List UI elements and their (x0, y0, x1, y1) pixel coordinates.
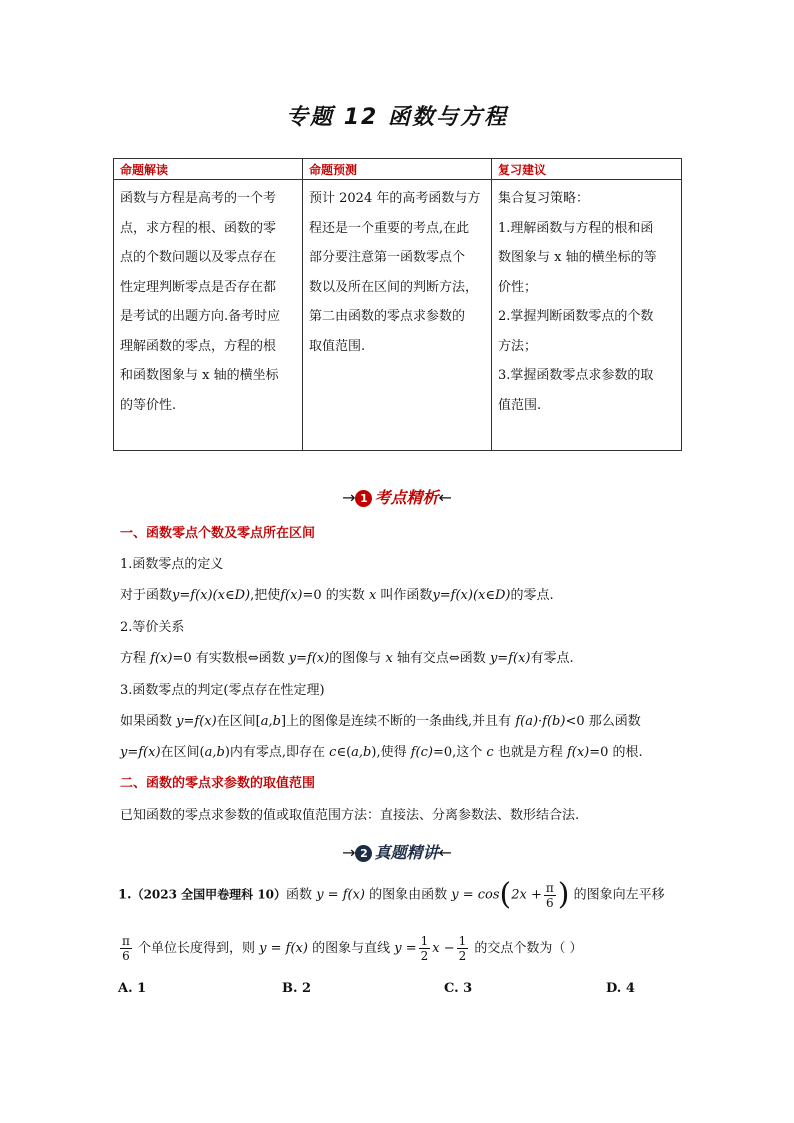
problem-1-line-1 (118, 877, 665, 912)
text-line: 点的个数问题以及零点存在 (120, 250, 277, 265)
problem-source: （2023 全国甲卷理科 10） (131, 887, 287, 902)
text-line: 函数与方程是高考的一个考 (120, 191, 277, 206)
text: ∈( (336, 745, 352, 760)
text-line: 部分要注意第一函数零点个 (309, 250, 466, 265)
circled-number-1-icon: 1 (355, 490, 372, 507)
math-expr: y = f(x) (259, 941, 308, 956)
text: 的图象向左平移 (569, 887, 665, 903)
cell-interpretation (114, 180, 303, 451)
section-2-heading: 二、函数的零点求参数的取值范围 (120, 776, 316, 791)
text-line: 程还是一个重要的考点,在此 (309, 220, 470, 236)
numerator: 1 (458, 934, 467, 948)
text: 叫作函数 (380, 588, 433, 603)
text: 在区间[ (216, 714, 261, 729)
left-paren: ( (499, 877, 512, 912)
text-line: 取值范围. (309, 338, 366, 354)
theorem-text-line-1 (120, 710, 641, 729)
text-line: 的等价性. (120, 397, 177, 413)
math-expr: y=f(x) (120, 745, 161, 760)
math-expr: f(x) (150, 651, 173, 666)
math-expr: c (486, 745, 494, 760)
fraction-pi-over-6 (120, 934, 132, 963)
overview-table (113, 158, 682, 451)
table-body-row (114, 180, 682, 451)
text: )内有零点,即存在 (224, 745, 330, 760)
math-expr: y=f(x)(x∈D) (432, 588, 511, 603)
theorem-title: 3.函数零点的判定(零点存在性定理) (120, 683, 325, 698)
text: =0 的根. (589, 745, 643, 760)
denominator: 6 (122, 949, 130, 963)
text: 个单位长度得到，则 (133, 941, 260, 956)
option-a[interactable]: A. 1 (118, 981, 147, 996)
text-line: 理解函数的零点，方程的根 (120, 338, 277, 354)
text-line: 数以及所在区间的判断方法， (309, 279, 479, 295)
text: =0,这个 (432, 745, 487, 760)
option-d[interactable]: D. 4 (606, 981, 635, 996)
math-expr: a,b (204, 745, 225, 760)
definition-text (120, 584, 554, 603)
text-line: 数图象与 x 轴的横坐标的等 (498, 250, 657, 265)
math-expr: y=f(x) (489, 651, 531, 666)
math-expr: c (329, 745, 337, 760)
math-expr: a,b (260, 714, 281, 729)
text-line: 2.掌握判断函数零点的个数 (498, 309, 654, 324)
text: ]上的图像是连续不断的一条曲线,并且有 (280, 714, 516, 729)
text: ,把使 (250, 588, 281, 603)
right-paren: ) (557, 877, 570, 912)
arrow-right-icon: → (342, 488, 356, 507)
text-line: 价性； (498, 279, 538, 295)
text: 如果函数 (120, 714, 177, 729)
text: 的图象与直线 (307, 941, 395, 956)
problem-number: 1. (118, 887, 132, 903)
section-1-heading: 一、函数零点个数及零点所在区间 (120, 526, 316, 541)
definition-title: 1.函数零点的定义 (120, 557, 224, 572)
header-advice: 复习建议 (492, 159, 682, 180)
option-c[interactable]: C. 3 (444, 981, 473, 996)
math-expr: f(c) (410, 745, 433, 760)
math-expr: y = (394, 941, 417, 956)
cell-advice (492, 180, 682, 451)
text: 的零点. (510, 588, 554, 603)
text: =0 有实数根⇔函数 (172, 651, 289, 666)
math-expr: y = f(x) (316, 887, 365, 903)
text-line: 点，求方程的根、函数的零 (120, 220, 277, 236)
denominator: 2 (420, 949, 429, 963)
math-expr: y=f(x)(x∈D) (172, 588, 251, 603)
fraction-pi-over-6 (544, 881, 556, 910)
math-expr: a,b (351, 745, 372, 760)
text: 的图象由函数 (364, 887, 452, 903)
numerator: π (122, 934, 130, 948)
arrow-left-icon: ← (438, 843, 452, 862)
text: 轴有交点⇔函数 (392, 651, 490, 666)
theorem-text-line-2 (120, 741, 643, 760)
banner-real-exam-text: 真题精讲 (374, 843, 439, 862)
math-expr: 2x + (511, 887, 542, 903)
numerator: 1 (420, 934, 429, 948)
text-line: 集合复习策略： (498, 191, 590, 206)
text-line: 第二由函数的零点求参数的 (309, 309, 466, 324)
denominator: 6 (546, 895, 554, 910)
text: ),使得 (371, 745, 411, 760)
text: 方程 (120, 651, 151, 666)
fraction-one-half (419, 934, 431, 963)
text-line: 是考试的出题方向.备考时应 (120, 309, 281, 324)
denominator: 2 (458, 949, 467, 963)
text-line: 预计 2024 年的高考函数与方 (309, 191, 481, 206)
text: 有零点. (530, 651, 574, 666)
option-b[interactable]: B. 2 (282, 981, 312, 996)
problem-1-line-2 (118, 934, 583, 963)
arrow-left-icon: ← (438, 488, 452, 507)
document-title: 专题 12 函数与方程 (286, 105, 508, 130)
text-line: 和函数图象与 x 轴的横坐标 (120, 368, 279, 383)
math-expr: x − (432, 941, 455, 956)
text: 在区间( (160, 745, 205, 760)
fraction-one-half (457, 934, 469, 963)
math-expr: y=f(x) (288, 651, 330, 666)
banner-key-points-text: 考点精析 (374, 488, 439, 507)
math-expr: y=f(x) (176, 714, 217, 729)
text: 对于函数 (120, 588, 173, 603)
math-expr: x (368, 588, 377, 603)
header-prediction: 命题预测 (303, 159, 492, 180)
text: =0 的实数 (302, 588, 365, 603)
math-expr: y = cos (451, 887, 500, 903)
text-line: 1.理解函数与方程的根和函 (498, 220, 654, 236)
text: 函数 (286, 887, 317, 903)
table-header-row (114, 159, 682, 180)
math-expr: f(a)·f(b) (515, 714, 566, 729)
equivalence-title: 2.等价关系 (120, 620, 185, 635)
equivalence-text (120, 647, 574, 666)
banner-key-points (0, 485, 794, 508)
text-line: 值范围. (498, 397, 542, 413)
arrow-right-icon: → (342, 843, 356, 862)
math-expr: f(x) (566, 745, 590, 760)
text-line: 方法； (498, 338, 538, 354)
math-expr: f(x) (280, 588, 303, 603)
text: <0 那么函数 (565, 714, 641, 729)
math-expr: x (385, 651, 393, 666)
text: 的交点个数为（ ） (470, 941, 583, 956)
text: 的图像与 (329, 651, 386, 666)
cell-prediction (303, 180, 492, 451)
circled-number-2-icon: 2 (355, 845, 372, 862)
text-line: 3.掌握函数零点求参数的取 (498, 368, 654, 383)
text: 也就是方程 (493, 745, 567, 760)
section-2-text: 已知函数的零点求参数的值或取值范围方法：直接法、分离参数法、数形结合法. (120, 808, 580, 823)
text-line: 性定理判断零点是否存在都 (120, 279, 277, 295)
header-interpretation: 命题解读 (114, 159, 303, 180)
banner-real-exam (0, 840, 794, 863)
numerator: π (545, 880, 554, 895)
